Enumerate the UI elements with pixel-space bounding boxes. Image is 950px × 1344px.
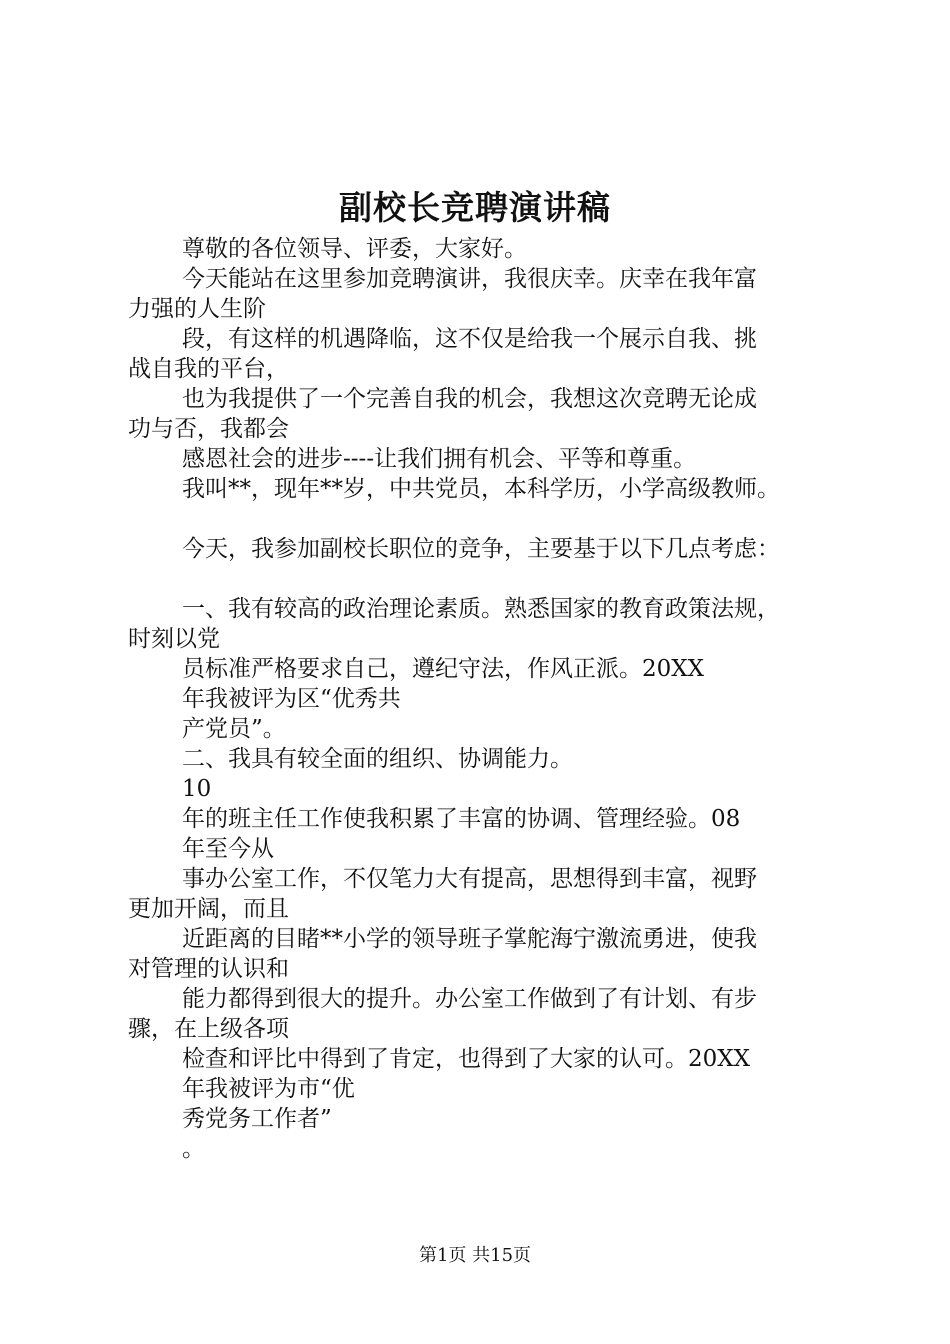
text-line: [128, 504, 848, 534]
text-line: 段，有这样的机遇降临，这不仅是给我一个展示自我、挑: [182, 326, 757, 352]
text-line: 感恩社会的进步----让我们拥有机会、平等和尊重。: [182, 446, 697, 472]
text-line: 近距离的目睹**小学的领导班子掌舵海宁激流勇进，使我: [182, 926, 757, 952]
text-line: 年我被评为区“优秀共: [182, 686, 401, 712]
text-line: 功与否，我都会: [128, 416, 289, 442]
text-line: 能力都得到很大的提升。办公室工作做到了有计划、有步: [182, 986, 757, 1012]
text-line: 员标准严格要求自己，遵纪守法，作风正派。20XX: [182, 656, 705, 682]
text-line: 秀党务工作者”: [182, 1106, 332, 1132]
text-line: 战自我的平台，: [128, 356, 289, 382]
text-line: 二、我具有较全面的组织、协调能力。: [182, 746, 573, 772]
text-line: 一、我有较高的政治理论素质。熟悉国家的教育政策法规，: [182, 596, 780, 622]
document-title: 副校长竞聘演讲稿: [339, 188, 611, 227]
text-line: [128, 564, 848, 594]
text-line: 产党员”。: [182, 716, 286, 742]
text-line: 今天，我参加副校长职位的竞争，主要基于以下几点考虑：: [182, 536, 780, 562]
text-line: 也为我提供了一个完善自我的机会，我想这次竞聘无论成: [182, 386, 757, 412]
text-line: 检查和评比中得到了肯定，也得到了大家的认可。20XX: [182, 1046, 751, 1072]
text-line: 尊敬的各位领导、评委，大家好。: [182, 236, 527, 262]
text-line: 。: [182, 1136, 205, 1162]
text-line: 年的班主任工作使我积累了丰富的协调、管理经验。08: [182, 806, 741, 832]
text-line: 力强的人生阶: [128, 296, 266, 322]
text-line: 我叫**，现年**岁，中共党员，本科学历，小学高级教师。: [182, 476, 780, 502]
text-line: 事办公室工作，不仅笔力大有提高，思想得到丰富，视野: [182, 866, 757, 892]
text-line: 时刻以党: [128, 626, 220, 652]
page-footer: 第1页 共15页: [418, 1245, 532, 1266]
text-line: 更加开阔，而且: [128, 896, 289, 922]
document-body: [128, 234, 848, 1164]
text-line: 年我被评为市“优: [182, 1076, 355, 1102]
text-line: 骤，在上级各项: [128, 1016, 289, 1042]
text-line: 对管理的认识和: [128, 956, 289, 982]
text-line: 年至今从: [182, 836, 274, 862]
text-line: 10: [182, 776, 212, 802]
text-line: 今天能站在这里参加竞聘演讲，我很庆幸。庆幸在我年富: [182, 266, 757, 292]
